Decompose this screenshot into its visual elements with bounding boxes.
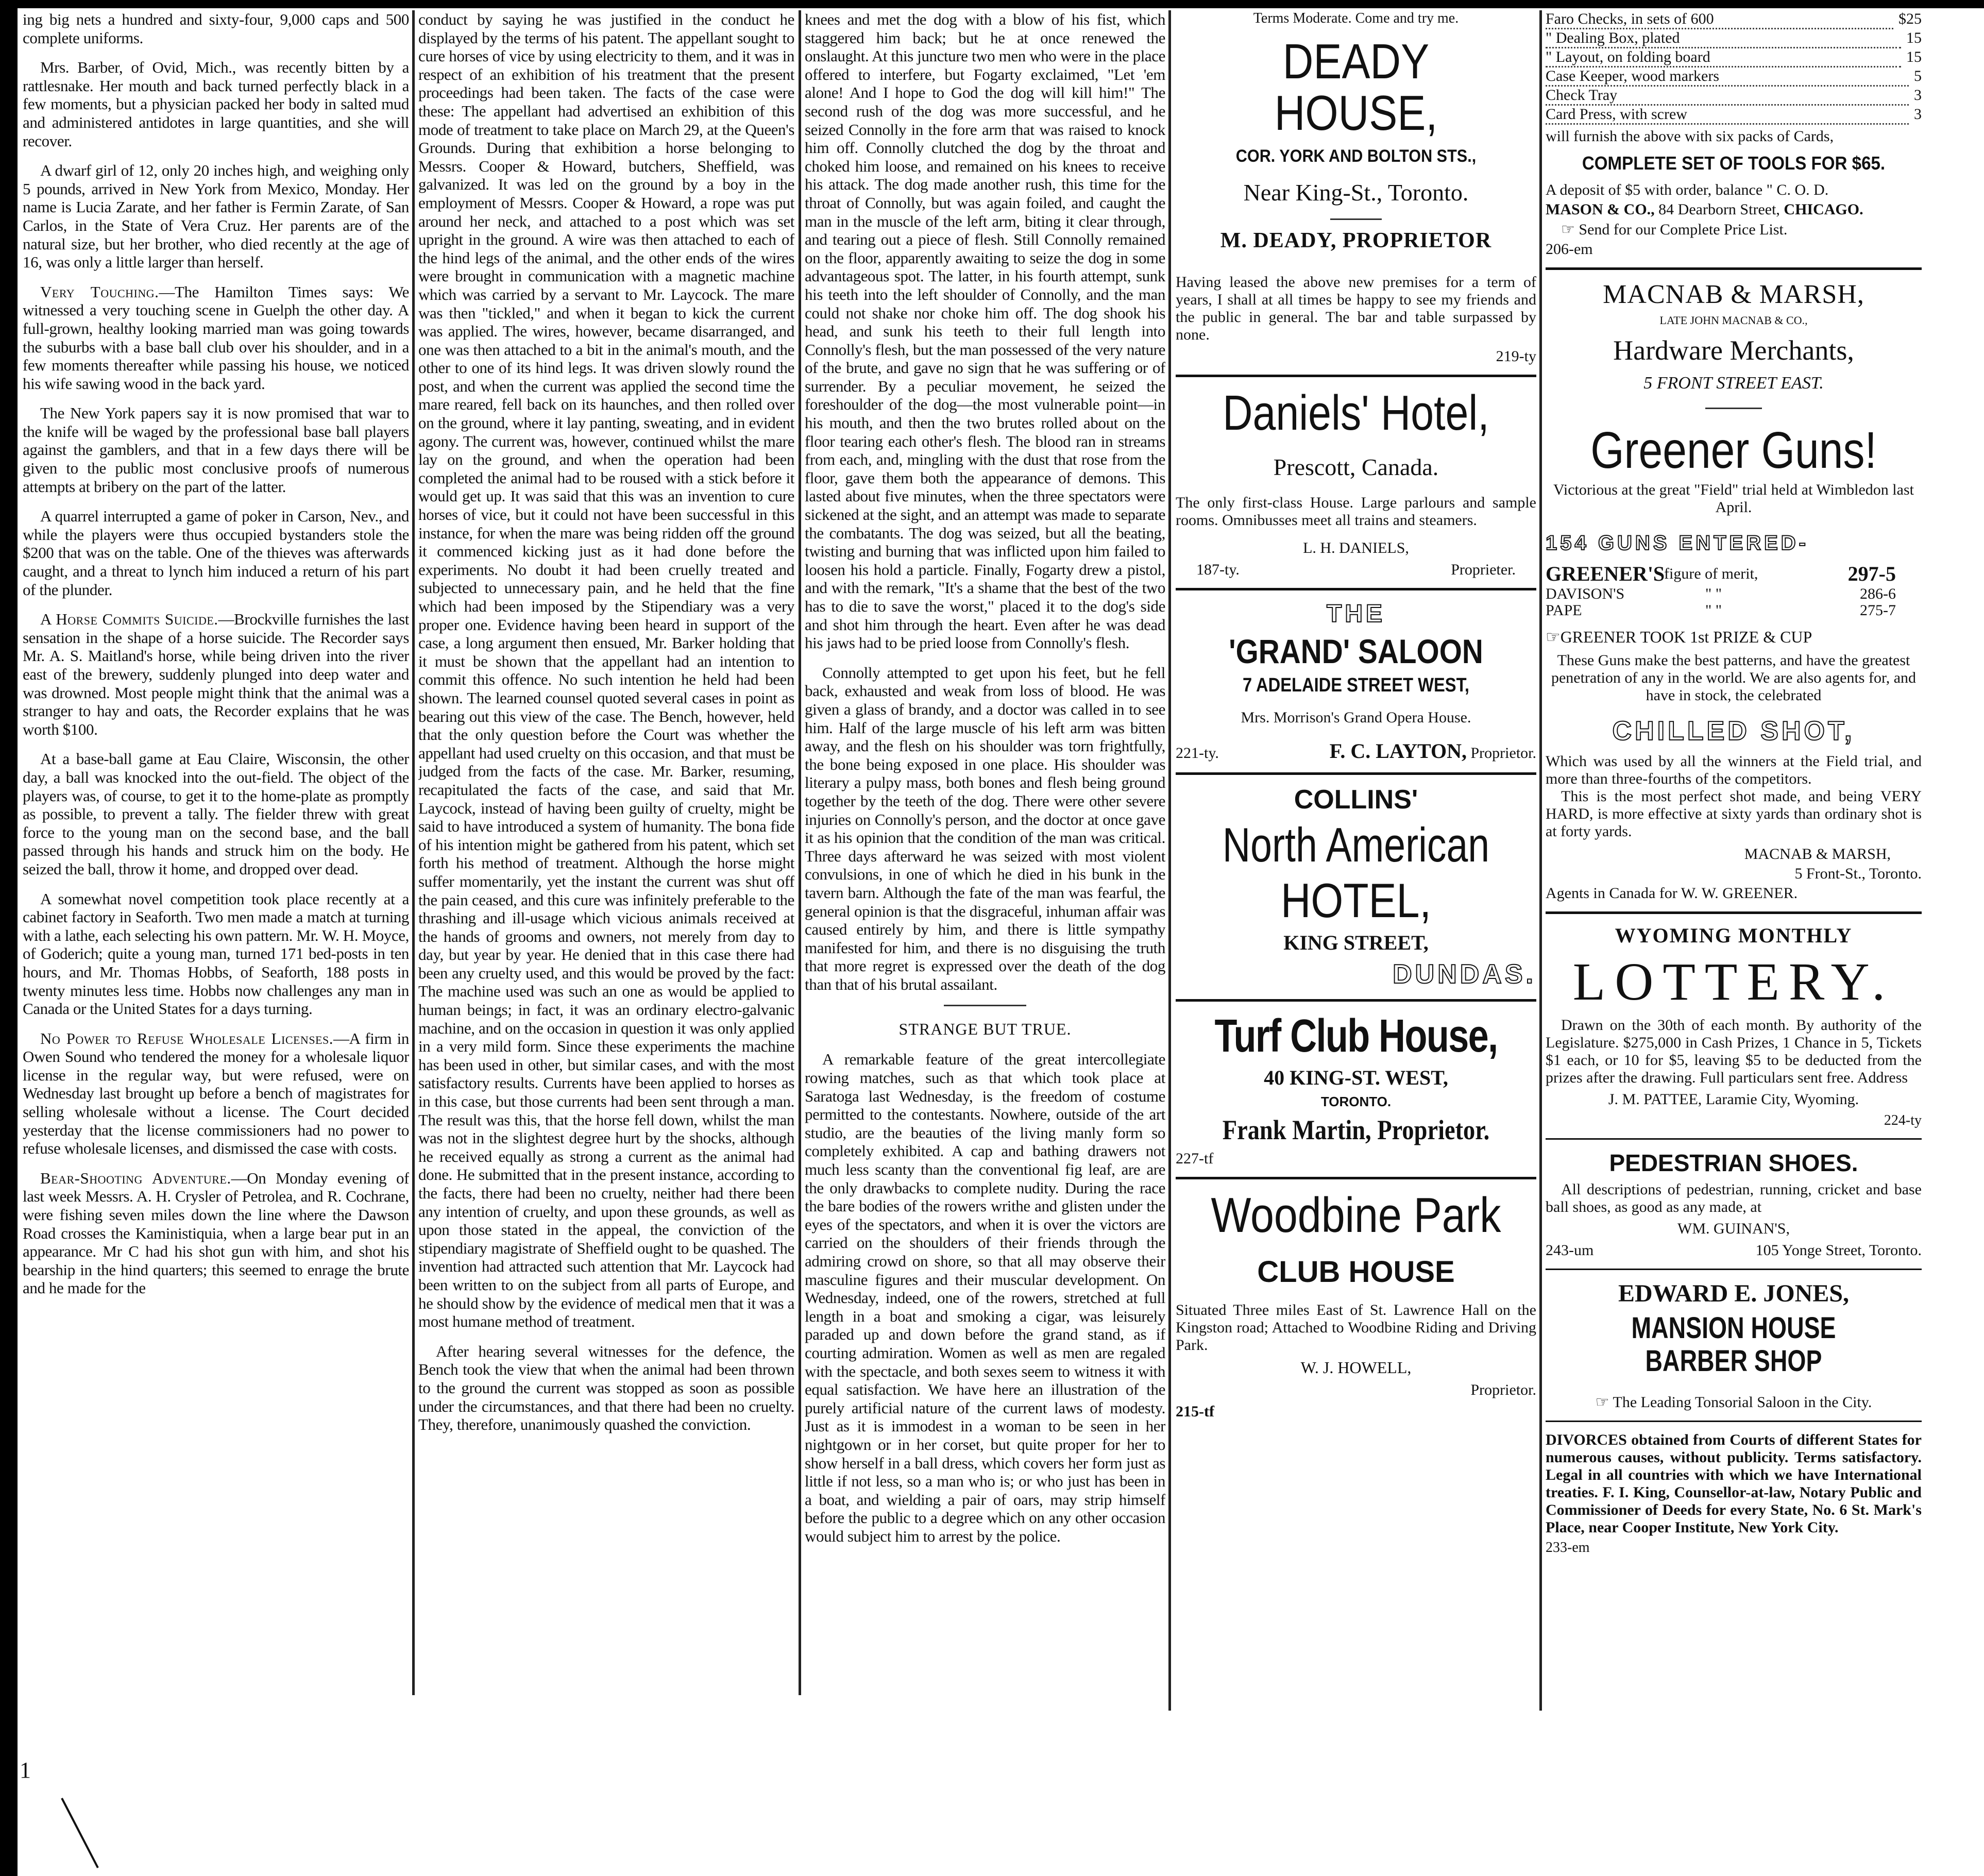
ad-tools-title: COMPLETE SET OF TOOLS FOR $65. [1582, 153, 1886, 174]
ad-street: KING STREET, [1283, 931, 1429, 954]
ad-greener-victor: Victorious at the great "Field" trial held at Wimbledon last April. [1553, 481, 1914, 516]
score-row [1546, 586, 1922, 602]
ad-turf-club [1176, 1011, 1536, 1168]
ad-separator [1546, 1269, 1922, 1270]
ad-grand-saloon [1176, 600, 1536, 763]
ad-code: 224-ty [1884, 1112, 1922, 1128]
ad-proprietor: M. DEADY, PROPRIETOR [1220, 229, 1492, 252]
ad-title: 'GRAND' SALOON [1229, 632, 1483, 670]
ad-name: COLLINS' [1294, 785, 1418, 815]
ad-tools-intro: will furnish the above with six packs of Cards, [1546, 128, 1834, 145]
article-cruelty-verdict: After hearing several witnesses for the defence, the Bench took the view that when the animal had been thrown to the ground the current was stopped as soon as possible under the circumstances, and that there had been no cruelty. They, therefore, unanimously quashed the conviction. [418, 1342, 794, 1434]
ad-code: 187-ty. [1196, 561, 1240, 578]
ad-divorces [1546, 1431, 1922, 1556]
ad-greener-scores [1546, 562, 1922, 619]
ad-city: DUNDAS. [1393, 959, 1536, 989]
price-label: Check Tray [1546, 87, 1909, 106]
score-value: 286-6 [1860, 585, 1896, 602]
ad-text: Situated Three miles East of St. Lawrence Hall on the Kingston road; Attached to Woodbine Riding and Driving Park. [1176, 1302, 1536, 1354]
ad-chilled-sig: MACNAB & MARSH, [1744, 846, 1891, 863]
ad-column-goods [1546, 10, 1922, 1845]
ad-owner: W. J. HOWELL, [1300, 1358, 1412, 1377]
ad-title: Woodbine Park [1211, 1188, 1501, 1243]
ad-proprietor: Frank Martin, Proprietor. [1222, 1114, 1490, 1145]
ad-title: PEDESTRIAN SHOES. [1609, 1150, 1858, 1176]
ad-tools-addr: 84 Dearborn Street, [1658, 201, 1780, 218]
price-value: 3 [1914, 87, 1922, 104]
price-value: 15 [1906, 29, 1922, 46]
ad-the: THE [1327, 600, 1385, 628]
score-value: 297-5 [1847, 562, 1896, 585]
ad-club: CLUB HOUSE [1257, 1255, 1455, 1289]
price-label: " Dealing Box, plated [1546, 29, 1901, 48]
article-heading: Bear-Shooting Adventure. [40, 1169, 231, 1187]
ad-owner-line [1330, 739, 1536, 763]
ad-woodbine-park [1176, 1189, 1536, 1421]
ad-chilled-addr: 5 Front-St., Toronto. [1794, 865, 1922, 882]
price-value: $25 [1898, 10, 1922, 27]
score-label: " " [1705, 585, 1722, 602]
ad-code: 243-um [1546, 1242, 1594, 1259]
ad-column-hotels [1176, 10, 1536, 1845]
ad-tools-deposit: A deposit of $5 with order, balance " C. O. D. [1546, 181, 1829, 198]
ad-macnab-marsh [1546, 279, 1922, 555]
ad-tools-code: 206-em [1546, 241, 1593, 258]
ad-proprietor: Proprieter. [1451, 561, 1516, 578]
ad-separator [1176, 999, 1536, 1002]
article-new-york: The New York papers say it is now promised that war to the knife will be waged by the professional base ball players against the gamblers, and that in a few days there will be given to the public most conclusive proofs of numerous attempts at bribery on the part of the latter. [23, 404, 409, 496]
ad-address: 105 Yonge Street, Toronto. [1755, 1242, 1922, 1259]
ad-separator [1546, 911, 1922, 914]
ad-chilled-text-2: This is the most perfect shot made, and being VERY HARD, is more effective at sixty yards than ordinary shot is at forty yards. [1546, 788, 1922, 840]
ad-chilled-title: CHILLED SHOT, [1612, 716, 1855, 746]
ad-owner: L. H. DANIELS, [1303, 539, 1409, 556]
ad-separator [1546, 267, 1922, 270]
price-row [1546, 29, 1922, 48]
ad-title: EDWARD E. JONES, [1618, 1280, 1850, 1307]
ad-greener-prize-text: GREENER TOOK 1st PRIZE & CUP [1560, 628, 1812, 646]
ad-code: 215-tf [1176, 1403, 1214, 1420]
article-eau-claire: At a base-ball game at Eau Claire, Wisconsin, the other day, a ball was knocked into the out-field. The object of the players was, of course, to get it to the home-plate as promptly as possible, to prevent a tally. The fielder threw with great force to the young man on the second base, and the ball passed through his hands and struck him on the body. He seized the ball, throw it home, and dropped over dead. [23, 750, 409, 878]
price-row [1546, 48, 1922, 67]
ad-head: WYOMING MONTHLY [1615, 924, 1853, 947]
scan-edge-shadow [0, 0, 18, 1876]
price-label: Case Keeper, wood markers [1546, 67, 1909, 87]
article-heading: A Horse Commits Suicide. [40, 610, 218, 629]
ad-footer [1176, 561, 1536, 579]
ad-pedestrian-shoes [1546, 1149, 1922, 1259]
ad-faro-price-list [1546, 10, 1922, 125]
article-seaforth: A somewhat novel competition took place recently at a cabinet factory in Seaforth. Two men made a match at turning with a lathe, each selecting his own pattern. Mr. W. H. Moyce, of Goderich; quite a young man, turned 171 bed-posts in ten hours, and Mr. Thomas Hobbs, of Seaforth, 188 posts in twenty minutes less time. Hobbs now challenges any man in Canada or the United States for a days turning. [23, 889, 409, 1018]
ad-owner: WM. GUINAN'S, [1677, 1220, 1790, 1237]
news-column-1 [23, 10, 409, 1845]
ad-address: 5 FRONT STREET EAST. [1643, 374, 1824, 393]
ad-collins-hotel [1176, 784, 1536, 990]
price-row [1546, 10, 1922, 29]
ad-separator [1176, 588, 1536, 590]
ad-separator [1176, 1177, 1536, 1179]
column-rule [1168, 10, 1171, 1711]
ad-separator [1546, 1138, 1922, 1140]
article-poker: A quarrel interrupted a game of poker in Carson, Nev., and while the players were thus occupied bystanders stole the $200 that was on the table. One of the thieves was afterwards caught, and a threat to lynch him induced a return of his part of the plunder. [23, 507, 409, 599]
article-cruelty-case: conduct by saying he was justified in the conduct he displayed by the terms of his patent. The appellant sought to cure horses of vice by using electricity to them, and it was in respect of an exhibition of his treatment that the present proceedings had been taken. The facts of the case were these: The appellant had advertised an exhibition of this mode of treatment to take place on March 29, at the Queen's Grounds. During that exhibition a horse belonging to Messrs. Cooper & Howard, butchers, Sheffield, was galvanized. It was led on the ground by a boy in the employment of Messrs. Cooper & Howard, a rope was put around her neck, and attached to a post which was set upright in the ground. A wire was then attached to each of the hind legs of the animal, and the other ends of the wires were brought in communication with a magnetic machine which was carried by a servant to Mr. Laycock. The mare was then "tickled," and when it began to kick the current was applied. The wires, however, became disarranged, and one was then attached to a bit in the animal's mouth, and the other to one of its hind legs. It was driven slowly round the post, and when the current was applied the second time the mare reared, fell back on its haunches, and then rolled over on the ground, where it lay panting, sweating, and in evident agony. The current was, however, continued whilst the mare lay on the ground, and when the operation had been completed the animal had to be roused with a stick before it would get up. It was said that this was an invention to cure horses of vice, but it could not have been successful in this instance, for when the mare was being ridden off the ground it commenced kicking just as it had done before the experiments. No doubt it had been cruelly treated and subjected to unnecessary pain, and he held that the fine which had been imposed by the Stipendiary was a very proper one. Evidence having been heard in support of the case, a long argument then ensued, Mr. Barker holding that it must be shown that the appellant had an intention to commit this offence. No such intention he held had been shown. The learned counsel quoted several cases in point as bearing out this view of the case. The Bench, however, held that the only question before the Court was whether the appellant had used cruelty on this occasion, and that must be judged from the facts of the case. Mr. Barker, resuming, recapitulated the facts of the case, and said that Mr. Laycock, instead of having been guilty of cruelty, might be said to have introduced a system of humanity. The bona fide of his intention might be gathered from his patent, which set forth his method of treatment. Although the horse might suffer momentarily, yet the instant the current was shut off the pain ceased, and this cure was infinitely preferable to the thrashing and ill-usage which vicious animals received at the hands of grooms and owners, not merely from day to day, but year by year. He denied that in this case there had been any cruelty used, and this would be proved by the fact: The machine used was such an one as would be applied to human beings; in fact, it was an ordinary electro-galvanic machine, and on the occasion in question it was only applied in a very mild form. Since these experiments the machine has been used in other, but similar cases, and with the most satisfactory results. Currents have been applied to horses as in this case, but those currents had been sent through a man. The result was this, that the horse fell down, whilst the man was not in the slightest degree hurt by the shocks, although he received equally as strong a current as the animal had done. He submitted that in the present instance, according to the facts, there had been no cruelty, neither had there been any intention of cruelty, and upon these grounds, as well as upon those stated in the appeal, the conviction of the stipendiary magistrate of Sheffield ought to be quashed. The invention had attracted such attention that Mr. Laycock had been written to on the subject from all parts of Europe, and he should show by the evidence of medical men that it was a most humane method of treatment. [418, 10, 794, 1331]
article-fragment-top: ing big nets a hundred and sixty-four, 9,000 caps and 500 complete uniforms. [23, 10, 409, 47]
price-row [1546, 106, 1922, 125]
article-heading: No Power to Refuse Wholesale Licenses. [40, 1029, 333, 1047]
ad-tools-mason: MASON & CO., [1546, 201, 1655, 218]
article-touching [23, 283, 409, 393]
column-rule [412, 10, 415, 1695]
price-row [1546, 87, 1922, 106]
ad-daniels-hotel [1176, 386, 1536, 579]
ad-city: TORONTO. [1320, 1094, 1392, 1109]
ad-text: The Leading Tonsorial Saloon in the City. [1613, 1394, 1872, 1411]
ad-jones-barber [1546, 1279, 1922, 1411]
article-bear [23, 1169, 409, 1297]
score-row [1546, 562, 1922, 586]
ad-text: The only first-class House. Large parlours and sample rooms. Omnibusses meet all trains and steamers. [1176, 494, 1536, 529]
section-divider [944, 1005, 1026, 1006]
article-connolly: Connolly attempted to get upon his feet, but he fell back, exhausted and weak from loss of blood. He was given a glass of brandy, and a doctor was called in to see him. Half of the large muscle of his left arm was bitten away, and the flesh on his shoulder was torn frightfully, the bone being exposed in one place. His shoulder was literary a pulpy mass, both bones and flesh being ground together by the teeth of the dog. There were other severe injuries on Connolly's person, and the doctor at once gave it as his opinion that the condition of the man was critical. Three days afterward he was seized with most violent convulsions, in one of which he died in his bunk in the tavern barn. Although the fate of the man was fearful, the general opinion is that the disgraceful, inhuman affair was caused entirely by him, and there is little sympathy manifested for him, and there is no disguising the truth that more regret is expressed over the death of the dog than that of his brutal assailant. [805, 663, 1165, 993]
article-heading-strange: STRANGE BUT TRUE. [898, 1020, 1072, 1039]
article-strange: A remarkable feature of the great intercollegiate rowing matches, such as that which took place at Saratoga last Wednesday, is the freedom of costume permitted to the contestants. Nowhere, outside of the art studio, are the beauties of the living manly form so completely exhibited. A cap and bathing drawers not much less scanty than the conventional fig leaf, are are the only drawbacks to complete nudity. During the race the bare bodies of the rowers writhe and glisten under the eyes of the spectators, and when it is over the victors are carried on the shoulders of their friends through the admiring crowd on shore, so that all may observe their masculine figures and their muscular development. On Wednesday, indeed, one of the rowers, stretched at full length in a boat and smoking a cigar, was leisurely paraded up and down before the grand stand, as if courting admiration. Women as well as men are regaled with the spectacle, and both sexes seem to witness it with equal satisfaction. We have here an illustration of the purely artificial nature of the current laws of modesty. Just as it is immodest in a woman to be seen in her nightgown or in her corset, but quite proper for her to show herself in a ball dress, which covers her form just as little if not less, so a man who is; or who just has been in a boat, and wielding a pair of oars, may strip himself before the public to a degree which on any other occasion would subject him to arrest by the police. [805, 1050, 1165, 1545]
ad-near: Mrs. Morrison's Grand Opera House. [1241, 709, 1471, 726]
ad-text: Drawn on the 30th of each month. By authority of the Legislature. $275,000 in Cash Prizes, 1 Chance in 5, Tickets $1 each, or 10 for $5, leaving $5 to be deducted from the prizes after the drawing. Full particulars sent free. Address [1546, 1017, 1922, 1086]
ad-text: All descriptions of pedestrian, running, cricket and base ball shoes, as good as any made, at [1546, 1181, 1922, 1215]
column-rule [1539, 10, 1542, 1711]
score-label: " " [1705, 602, 1722, 619]
news-column-3 [805, 10, 1165, 1845]
ad-footer [1546, 1242, 1922, 1259]
score-name: GREENER'S [1546, 562, 1665, 585]
ad-separator [1176, 375, 1536, 377]
price-label: Card Press, with screw [1546, 106, 1909, 125]
ad-text: DIVORCES obtained from Courts of different States for numerous causes, without publicity. Terms satisfactory. Legal in all countries with which we have International treaties. F. I. King, Counsellor-at-law, Notary Public and Commissioner of Deeds for every State, No. 6 St. Mark's Place, near Cooper Institute, New York City. [1546, 1431, 1922, 1536]
ad-tools-send-text: Send for our Complete Price List. [1579, 221, 1788, 238]
article-body: —Brockville furnishes the last sensation in the shape of a horse suicide. The Recorder says Mr. A. S. Maitland's horse, while being driven into the river east of the brewery, suddenly plunged into deep water and was drowned. Most people might think that the animal was a stranger to hay and oats, the Recorder explains that he was worth $100. [23, 610, 409, 738]
ad-shop: MANSION HOUSE BARBER SHOP [1631, 1311, 1836, 1378]
ad-terms: Terms Moderate. Come and try me. [1253, 10, 1459, 26]
pointing-hand-icon: ☞ [1546, 628, 1561, 646]
ad-chilled-agents: Agents in Canada for W. W. GREENER. [1546, 885, 1798, 902]
ad-greener-entered: 154 GUNS ENTERED- [1546, 532, 1809, 554]
pointing-hand-icon: ☞ [1595, 1394, 1613, 1411]
ad-city: Prescott, Canada. [1273, 454, 1439, 480]
score-value: 275-7 [1860, 602, 1896, 619]
ad-greener-text: These Guns make the best patterns, and have the greatest penetration of any in the world. We are also agents for, and have in stock, the celebrated [1551, 652, 1917, 704]
article-barber: Mrs. Barber, of Ovid, Mich., was recently bitten by a rattlesnake. Her mouth and back turned perfectly black in a few moments, but a physician packed her body in salted mud and administered antidotes in large quantities, and she will recover. [23, 58, 409, 150]
ad-chilled-text: Which was used by all the winners at the Field trial, and more than three-fourths of the competitors. [1546, 753, 1922, 787]
ad-wyoming-lottery [1546, 923, 1922, 1129]
ad-divider [1705, 408, 1762, 409]
article-dwarf: A dwarf girl of 12, only 20 inches high, and weighing only 5 pounds, arrived in New York from Mexico, Monday. Her name is Lucia Zarate, and her father is Fermin Zarate, of San Carlos, in the State of Vera Cruz. Her parents are of the natural size, but her brother, who died recently at the age of 16, was only a little larger than herself. [23, 161, 409, 272]
article-heading: Very Touching. [40, 282, 159, 301]
news-column-2 [418, 10, 794, 1845]
ad-text: Having leased the above new premises for a term of years, I shall at all times be happy to see my friends and the public in general. The bar and table surpassed by none. [1176, 274, 1536, 343]
ad-code: 227-tf [1176, 1150, 1214, 1167]
price-label: Faro Checks, in sets of 600 [1546, 10, 1893, 29]
pen-stroke-mark [31, 1793, 134, 1870]
pointing-hand-icon: ☞ [1561, 221, 1579, 238]
score-name: DAVISON'S [1546, 585, 1625, 602]
score-label: figure of merit, [1664, 565, 1758, 582]
ad-code: 219-ty [1496, 348, 1536, 365]
ad-separator [1176, 772, 1536, 775]
ad-text-line [1546, 1393, 1922, 1411]
ad-separator [1546, 1421, 1922, 1422]
ad-owner: F. C. LAYTON, [1329, 739, 1467, 763]
ad-code: 233-em [1546, 1540, 1590, 1556]
ad-proprietor: Proprietor. [1470, 745, 1536, 762]
score-name: PAPE [1546, 602, 1582, 619]
ad-hotel: HOTEL, [1281, 873, 1431, 927]
ad-trade: Hardware Merchants, [1613, 335, 1854, 366]
article-body: —A firm in Owen Sound who tendered the money for a wholesale liquor license in the regular way, but were refused, were on Wednesday last brought up before a bench of magistrates for selling wholesale without a license. The Court decided yesterday that the license commissioners had no power to refuse wholesale licenses, and dismissed the case with costs. [23, 1029, 409, 1158]
column-rule [799, 10, 801, 1695]
ad-title: LOTTERY. [1572, 952, 1895, 1011]
article-horse-suicide [23, 610, 409, 738]
ad-address: 7 ADELAIDE STREET WEST, [1242, 674, 1470, 696]
page-mark: 1 [20, 1757, 31, 1783]
ad-title: Daniels' Hotel, [1223, 385, 1489, 441]
ad-tools-address-line [1546, 201, 1922, 218]
ad-address: COR. YORK AND BOLTON STS., [1235, 146, 1477, 166]
ad-address: 40 KING-ST. WEST, [1264, 1066, 1448, 1089]
price-value: 15 [1906, 48, 1922, 65]
ad-tools-send [1561, 221, 1922, 239]
ad-code: 221-ty. [1176, 745, 1219, 762]
ad-title: Turf Club House, [1214, 1010, 1498, 1062]
ad-footer [1176, 739, 1536, 763]
ad-address: J. M. PATTEE, Laramie City, Wyoming. [1608, 1091, 1859, 1108]
ad-city: Near King-St., Toronto. [1243, 179, 1469, 206]
ad-greener-title: Greener Guns! [1590, 421, 1877, 479]
price-value: 3 [1914, 106, 1922, 123]
ad-greener-prize [1546, 627, 1922, 647]
price-label: " Layout, on folding board [1546, 48, 1901, 67]
article-body: —The Hamilton Times says: We witnessed a very touching scene in Guelph the other day. A full-grown, healthy looking married man was going towards the suburbs with a base ball club over his shoulder, and in a few moments thereafter while passing his house, we noticed his wife sawing wood in the back yard. [23, 282, 409, 393]
ad-proprietor: Proprietor. [1470, 1381, 1536, 1398]
price-value: 5 [1914, 67, 1922, 84]
ad-title: MACNAB & MARSH, [1603, 280, 1864, 309]
article-dog-fight: knees and met the dog with a blow of his fist, which staggered him back; but he at once renewed the onslaught. At this juncture two men who were in the place offered to interfere, but Fogarty exclaimed, "Let 'em alone! And I hope to God the dog will kill him!" The second rush of the dog was more successful, and he seized Connolly in the fore arm that was raised to knock him off. Connolly clutched the dog by the throat and choked him loose, and remained on his knees to receive his attack. The dog made another rush, this time for the throat of Connolly, but was again foiled, and caught the man in the muscle of the left arm, biting it clear through, and tearing out a piece of flesh. Still Connolly remained on the floor, apparently awaiting to seize the dog in some advantageous spot. The latter, in his fourth attempt, sunk his teeth into the left shoulder of Connolly, and the man could not shake nor choke him off. The dog shook his head, and sunk his teeth to their full length into Connolly's flesh, but the man possessed of the very nature of the brute, and gave no sign that he was suffering or of surrender. By a peculiar movement, he seized the foreshoulder of the dog—the most vulnerable point—in his mouth, and then the two brutes rolled about on the floor tearing each other's flesh. The blood ran in streams from each, and, mingling with the dust that rose from the floor, gave them both the appearance of demons. This lasted about five minutes, when the three spectators were sickened at the sight, and an attempt was made to separate the combatants. The dog was seized, but all the beating, twisting and burning that was inflicted upon him failed to loosen his hold a particle. Finally, Fogarty drew a pistol, and with the remark, "It's a shame that the best of the two has to die to save the worst," placed it to the dog's side and shot him through the heart. Even after he was dead his jaws had to be pried loose from Connolly's flesh. [805, 10, 1165, 652]
top-border-rule [18, 0, 1984, 8]
ad-late: LATE JOHN MACNAB & CO., [1659, 314, 1808, 327]
price-row [1546, 67, 1922, 87]
article-power [23, 1029, 409, 1158]
ad-title: North American [1222, 818, 1490, 872]
ad-deady-house [1176, 10, 1536, 365]
ad-divider [1330, 218, 1382, 220]
ad-title: DEADY HOUSE, [1274, 34, 1438, 141]
score-row [1546, 602, 1922, 619]
article-body: —On Monday evening of last week Messrs. A. H. Crysler of Petrolea, and R. Cochrane, were fishing seven miles down the line where the Dawson Road crosses the Kaministiquia, when a large bear put in an appearance. Mr C had his shot gun with him, and shot his bearship in the hind quarters; this seemed to enrage the brute and he made for the [23, 1169, 409, 1297]
ad-tools-chicago: CHICAGO. [1784, 201, 1863, 218]
